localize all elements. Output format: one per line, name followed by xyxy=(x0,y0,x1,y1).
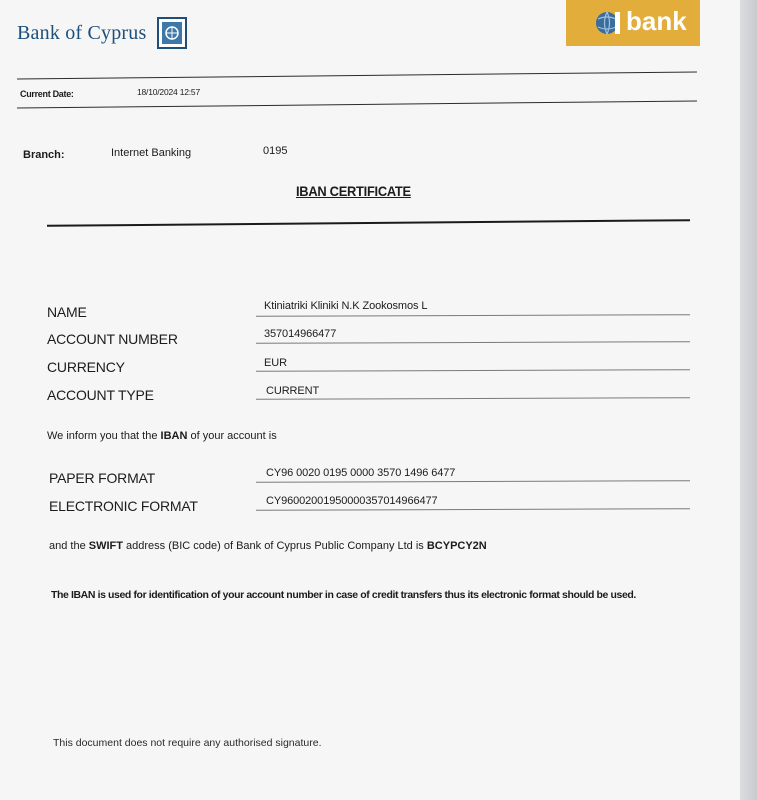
bank-seal-icon xyxy=(157,17,187,49)
electronic-format-underline xyxy=(256,508,690,511)
one-bank-label: bank xyxy=(626,6,687,36)
bank-of-cyprus-logo-text: Bank of Cyprus xyxy=(17,22,147,44)
current-date-value: 18/10/2024 12:57 xyxy=(137,87,200,97)
currency-value: EUR xyxy=(264,357,287,369)
branch-code: 0195 xyxy=(263,145,288,157)
paper-format-underline xyxy=(256,480,690,483)
electronic-format-value: CY96002001950000357014966477 xyxy=(266,495,438,507)
swift-mid: address (BIC code) of Bank of Cyprus Public Company Ltd is xyxy=(122,540,427,552)
swift-text xyxy=(49,540,487,552)
account-type-label: ACCOUNT TYPE xyxy=(47,387,154,403)
account-type-value: CURRENT xyxy=(266,385,320,397)
account-number-underline xyxy=(256,341,690,344)
electronic-format-label: ELECTRONIC FORMAT xyxy=(49,498,198,514)
paper-format-label: PAPER FORMAT xyxy=(49,470,155,486)
account-number-label: ACCOUNT NUMBER xyxy=(47,331,178,347)
iban-intro-post: of your account is xyxy=(187,430,277,442)
name-underline xyxy=(256,314,690,317)
swift-code: BCYPCY2N xyxy=(426,540,487,552)
currency-underline xyxy=(256,369,690,372)
account-type-underline xyxy=(256,397,690,400)
currency-label: CURRENCY xyxy=(47,359,125,375)
paper-format-value: CY96 0020 0195 0000 3570 1496 6477 xyxy=(266,467,456,479)
iban-intro-text xyxy=(47,430,277,442)
screen-edge xyxy=(740,0,757,800)
name-label: NAME xyxy=(47,304,87,320)
title-rule xyxy=(47,219,690,227)
account-number-value: 357014966477 xyxy=(264,328,337,340)
iban-intro-pre: We inform you that the xyxy=(47,430,161,442)
branch-name: Internet Banking xyxy=(111,147,192,159)
current-date-label: Current Date: xyxy=(20,89,74,99)
one-bank-badge xyxy=(566,0,700,46)
header-bottom-rule xyxy=(17,100,697,108)
swift-bold: SWIFT xyxy=(88,540,123,552)
swift-pre: and the xyxy=(49,540,89,552)
branch-label: Branch: xyxy=(23,149,65,161)
iban-usage-note: The IBAN is used for identification of your account number in case of credit transfers thus its electronic format should be used. xyxy=(51,589,636,601)
header-top-rule xyxy=(17,71,697,79)
globe-icon xyxy=(595,9,621,37)
name-value: Ktiniatriki Kliniki N.K Zookosmos L xyxy=(264,300,428,312)
page-title: IBAN CERTIFICATE xyxy=(296,183,411,199)
iban-intro-bold: IBAN xyxy=(160,430,188,442)
footer-note: This document does not require any authorised signature. xyxy=(53,737,322,749)
